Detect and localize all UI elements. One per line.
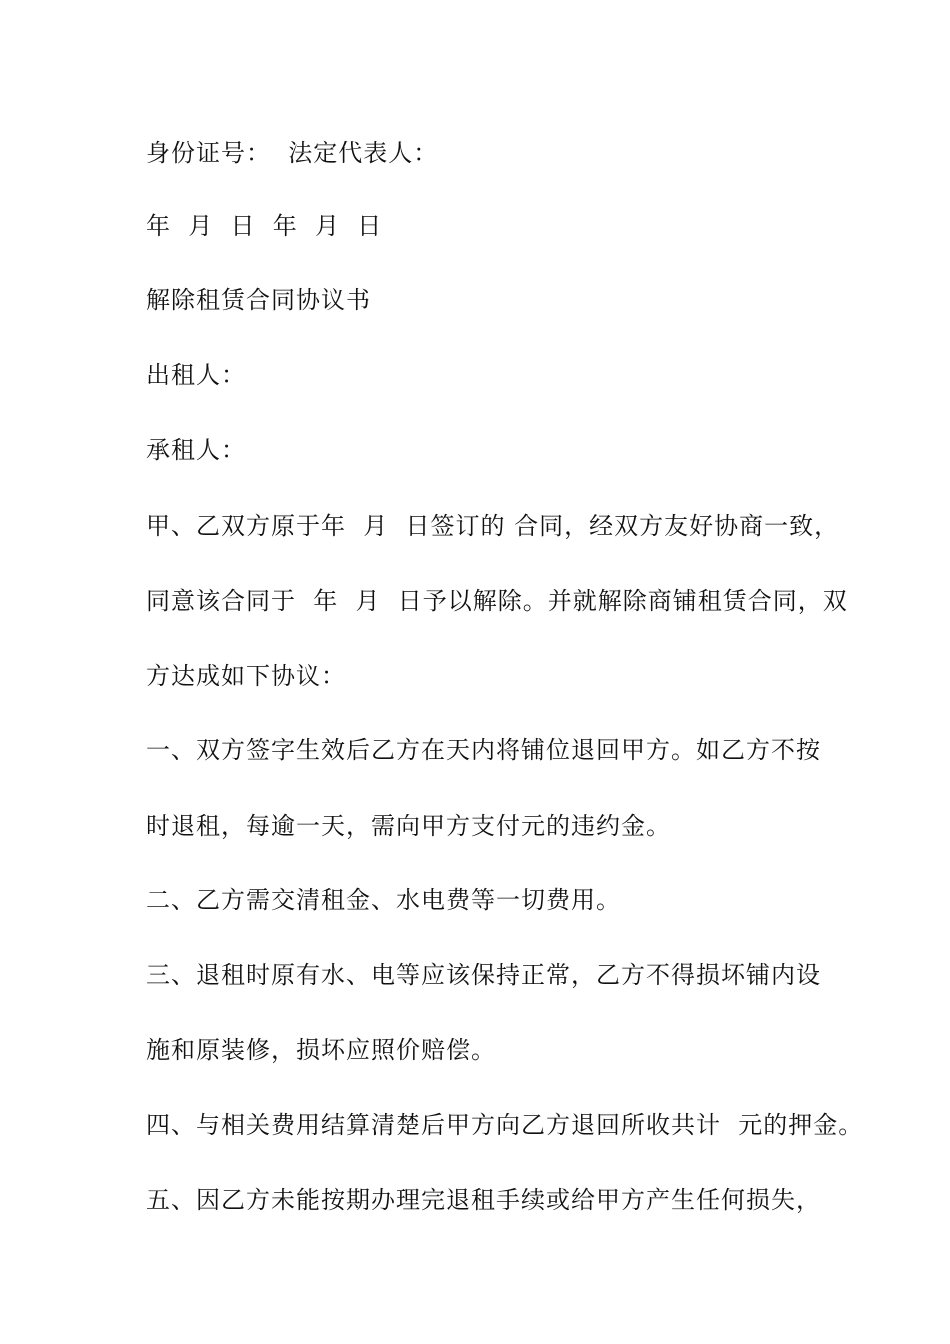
clause-five-line: 五、因乙方未能按期办理完退租手续或给甲方产生任何损失， (146, 1186, 821, 1214)
clause-three-line: 施和原装修，损坏应照价赔偿。 (146, 1036, 496, 1064)
lessee-line: 承租人： (146, 436, 246, 464)
date-line: 年 月 日 年 月 日 (146, 212, 383, 240)
clause-two-line: 二、乙方需交清租金、水电费等一切费用。 (146, 886, 621, 914)
clause-one-line: 时退租，每逾一天，需向甲方支付元的违约金。 (146, 812, 671, 840)
clause-four-line: 四、与相关费用结算清楚后甲方向乙方退回所收共计 元的押金。 (146, 1111, 864, 1139)
paragraph-line: 方达成如下协议： (146, 662, 346, 690)
document-title: 解除租赁合同协议书 (146, 286, 371, 314)
id-number-representative-line: 身份证号： 法定代表人： (146, 139, 439, 167)
lessor-line: 出租人： (146, 361, 246, 389)
clause-one-line: 一、双方签字生效后乙方在天内将铺位退回甲方。如乙方不按 (146, 736, 821, 764)
paragraph-line: 同意该合同于 年 月 日予以解除。并就解除商铺租赁合同，双 (146, 587, 848, 615)
paragraph-line: 甲、乙双方原于年 月 日签订的 合同，经双方友好协商一致， (146, 512, 840, 540)
clause-three-line: 三、退租时原有水、电等应该保持正常，乙方不得损坏铺内设 (146, 961, 821, 989)
